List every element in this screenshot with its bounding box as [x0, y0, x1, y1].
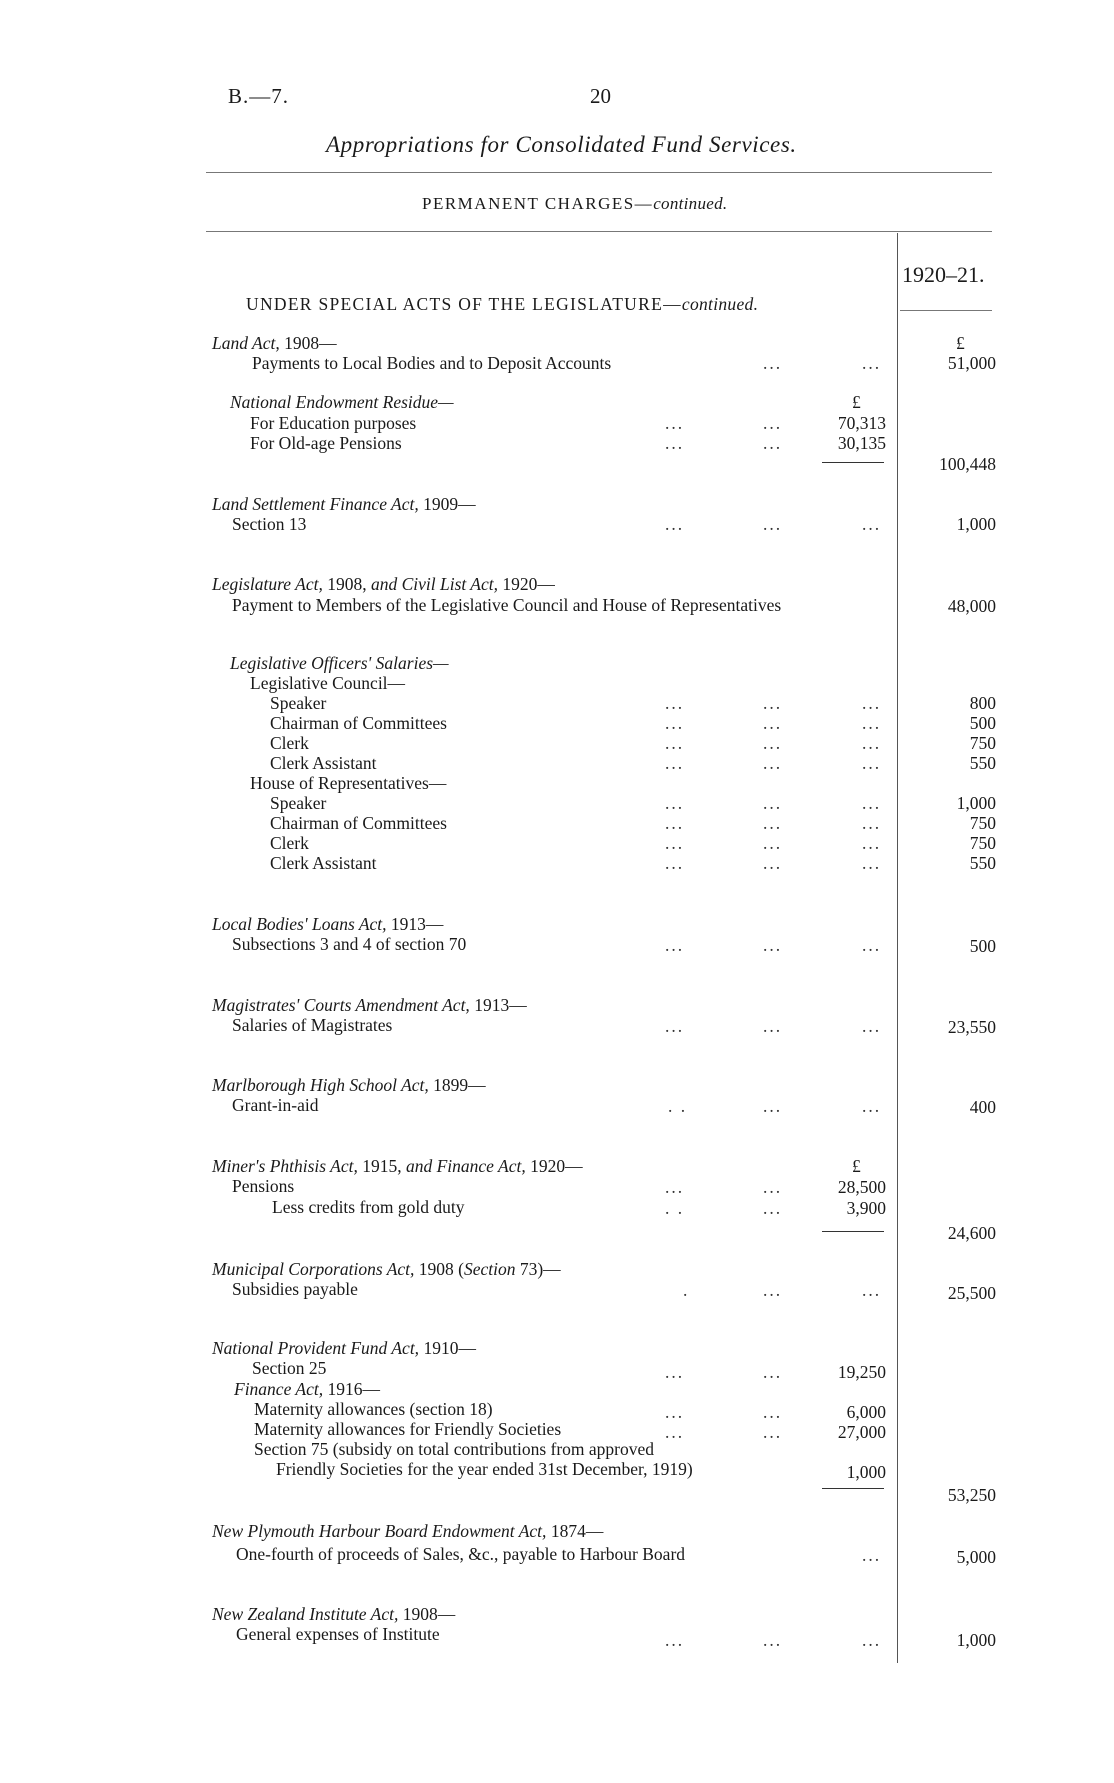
title-rule [206, 172, 992, 173]
leader-dots: ... [763, 935, 783, 955]
leader-dots: ... [763, 733, 783, 753]
permanent-charges-heading: PERMANENT CHARGES—continued. [422, 194, 728, 213]
nz-institute-line: General expenses of Institute [236, 1624, 440, 1644]
leader-dots: ... [862, 1280, 882, 1300]
leader-dots: ... [763, 1422, 783, 1442]
local-bodies-line: Subsections 3 and 4 of section 70 [232, 934, 467, 954]
provident-total: 53,250 [947, 1485, 996, 1505]
miners-pensions-label: Pensions [232, 1176, 295, 1196]
council-clerk-label: Clerk [270, 733, 309, 753]
leader-dots: ... [763, 753, 783, 773]
amount-column-divider [897, 233, 898, 1663]
leader-dots: ... [862, 853, 882, 873]
leader-dots: ... [862, 1016, 882, 1036]
leader-dots: ... [763, 1402, 783, 1422]
leader-dots: ... [665, 433, 685, 453]
leader-dots: ... [665, 1362, 685, 1382]
house-speaker-label: Speaker [270, 793, 327, 813]
leader-dots: ... [763, 353, 783, 373]
leader-dots: . . [665, 1198, 685, 1218]
house-clerk-assistant-label: Clerk Assistant [270, 853, 377, 873]
subtotal-rule [822, 1231, 884, 1232]
leader-dots: . [683, 1280, 690, 1300]
leader-dots: ... [665, 935, 685, 955]
section-heading: UNDER SPECIAL ACTS OF THE LEGISLATURE—continued. [246, 294, 759, 314]
leader-dots: ... [763, 413, 783, 433]
leader-dots: . . [668, 1096, 688, 1116]
council-clerk-amount: 750 [969, 733, 996, 753]
leader-dots: ... [665, 1422, 685, 1442]
provident-section75-line1: Section 75 (subsidy on total contributions from approved [254, 1439, 655, 1459]
leader-dots: ... [665, 813, 685, 833]
council-label: Legislative Council— [250, 673, 406, 693]
legislature-total: 48,000 [947, 596, 996, 616]
endowment-title: National Endowment Residue— [230, 392, 454, 412]
leader-dots: ... [862, 733, 882, 753]
leader-dots: ... [862, 753, 882, 773]
miners-less-amount: 3,900 [846, 1198, 886, 1218]
provident-finance-title: Finance Act, 1916— [234, 1379, 380, 1399]
endowment-education-amount: 70,313 [837, 413, 886, 433]
leader-dots: ... [665, 413, 685, 433]
leader-dots: ... [665, 793, 685, 813]
leader-dots: ... [862, 935, 882, 955]
municipal-total: 25,500 [947, 1283, 996, 1303]
leader-dots: ... [763, 813, 783, 833]
leader-dots: ... [862, 353, 882, 373]
leader-dots: ... [763, 514, 783, 534]
leader-dots: ... [665, 514, 685, 534]
nz-institute-title: New Zealand Institute Act, 1908— [212, 1604, 456, 1624]
leader-dots: ... [763, 1096, 783, 1116]
endowment-total: 100,448 [939, 454, 996, 474]
house-clerk-label: Clerk [270, 833, 309, 853]
miners-total: 24,600 [947, 1223, 996, 1243]
column-year-header: 1920–21. [902, 262, 985, 287]
provident-section25-amount: 19,250 [837, 1362, 886, 1382]
currency-symbol: £ [956, 333, 965, 353]
plymouth-line: One-fourth of proceeds of Sales, &c., payable to Harbour Board [236, 1544, 686, 1564]
council-chairman-amount: 500 [969, 713, 996, 733]
document-reference: B.—7. [228, 84, 290, 108]
provident-section75-line2: Friendly Societies for the year ended 31st December, 1919) [276, 1459, 693, 1479]
page-title: Appropriations for Consolidated Fund Services. [326, 132, 797, 157]
leader-dots: ... [763, 1198, 783, 1218]
leader-dots: ... [665, 693, 685, 713]
leader-dots: ... [665, 713, 685, 733]
leader-dots: ... [862, 813, 882, 833]
leader-dots: ... [862, 793, 882, 813]
leader-dots: ... [763, 1362, 783, 1382]
leader-dots: ... [763, 853, 783, 873]
leader-dots: ... [763, 1016, 783, 1036]
subtitle-rule [206, 231, 992, 232]
house-chairman-amount: 750 [969, 813, 996, 833]
marlborough-total: 400 [969, 1097, 996, 1117]
leader-dots: ... [763, 1630, 783, 1650]
house-speaker-amount: 1,000 [956, 793, 996, 813]
land-act-line: Payments to Local Bodies and to Deposit Accounts [252, 353, 612, 373]
leader-dots: ... [862, 693, 882, 713]
leader-dots: ... [862, 1096, 882, 1116]
council-clerk-assistant-label: Clerk Assistant [270, 753, 377, 773]
land-settlement-title: Land Settlement Finance Act, 1909— [212, 494, 476, 514]
miners-pensions-amount: 28,500 [837, 1177, 886, 1197]
leader-dots: ... [763, 793, 783, 813]
provident-section25-label: Section 25 [252, 1358, 327, 1378]
provident-maternity-fs-label: Maternity allowances for Friendly Societies [254, 1419, 562, 1439]
leader-dots: ... [763, 1280, 783, 1300]
provident-section75-amount: 1,000 [846, 1462, 886, 1482]
provident-maternity-amount: 6,000 [846, 1402, 886, 1422]
municipal-title: Municipal Corporations Act, 1908 (Section 73)— [212, 1259, 561, 1279]
leader-dots: ... [763, 833, 783, 853]
house-chairman-label: Chairman of Committees [270, 813, 447, 833]
endowment-pensions-label: For Old-age Pensions [250, 433, 402, 453]
local-bodies-title: Local Bodies' Loans Act, 1913— [212, 914, 444, 934]
plymouth-title: New Plymouth Harbour Board Endowment Act, 1874— [212, 1521, 604, 1541]
miners-title: Miner's Phthisis Act, 1915, and Finance Act, 1920— [212, 1156, 583, 1176]
legislature-title: Legislature Act, 1908, and Civil List Act, 1920— [212, 574, 555, 594]
local-bodies-total: 500 [969, 936, 996, 956]
endowment-education-label: For Education purposes [250, 413, 417, 433]
leader-dots: ... [763, 713, 783, 733]
leader-dots: ... [763, 1177, 783, 1197]
municipal-line: Subsidies payable [232, 1279, 358, 1299]
nz-institute-total: 1,000 [956, 1630, 996, 1650]
leader-dots: ... [763, 693, 783, 713]
land-settlement-total: 1,000 [956, 514, 996, 534]
council-clerk-assistant-amount: 550 [969, 753, 996, 773]
marlborough-title: Marlborough High School Act, 1899— [212, 1075, 486, 1095]
land-act-total: 51,000 [947, 353, 996, 373]
miners-less-label: Less credits from gold duty [272, 1197, 465, 1217]
leader-dots: ... [665, 1177, 685, 1197]
council-speaker-label: Speaker [270, 693, 327, 713]
leader-dots: ... [665, 1402, 685, 1422]
land-act-title: Land Act, 1908— [212, 333, 337, 353]
leader-dots: ... [862, 1545, 882, 1565]
page-number: 20 [590, 84, 611, 108]
council-speaker-amount: 800 [969, 693, 996, 713]
currency-symbol: £ [852, 392, 861, 412]
marlborough-line: Grant-in-aid [232, 1095, 319, 1115]
currency-symbol: £ [852, 1156, 861, 1176]
leader-dots: ... [862, 1630, 882, 1650]
magistrates-line: Salaries of Magistrates [232, 1015, 393, 1035]
council-chairman-label: Chairman of Committees [270, 713, 447, 733]
leader-dots: ... [862, 514, 882, 534]
provident-title: National Provident Fund Act, 1910— [212, 1338, 476, 1358]
land-settlement-line: Section 13 [232, 514, 307, 534]
magistrates-total: 23,550 [947, 1017, 996, 1037]
leader-dots: ... [665, 1016, 685, 1036]
subtotal-rule [822, 1488, 884, 1489]
legislature-line: Payment to Members of the Legislative Council and House of Representatives [232, 595, 782, 615]
leader-dots: ... [665, 853, 685, 873]
plymouth-total: 5,000 [956, 1547, 996, 1567]
endowment-pensions-amount: 30,135 [837, 433, 886, 453]
leader-dots: ... [763, 433, 783, 453]
house-clerk-amount: 750 [969, 833, 996, 853]
house-clerk-assistant-amount: 550 [969, 853, 996, 873]
column-header-rule [900, 310, 992, 311]
officers-title: Legislative Officers' Salaries— [230, 653, 449, 673]
subtotal-rule [822, 462, 884, 463]
leader-dots: ... [665, 733, 685, 753]
leader-dots: ... [862, 833, 882, 853]
leader-dots: ... [862, 713, 882, 733]
leader-dots: ... [665, 753, 685, 773]
leader-dots: ... [665, 1630, 685, 1650]
house-label: House of Representatives— [250, 773, 447, 793]
leader-dots: ... [665, 833, 685, 853]
magistrates-title: Magistrates' Courts Amendment Act, 1913— [212, 995, 527, 1015]
provident-maternity-fs-amount: 27,000 [837, 1422, 886, 1442]
provident-maternity-label: Maternity allowances (section 18) [254, 1399, 493, 1419]
